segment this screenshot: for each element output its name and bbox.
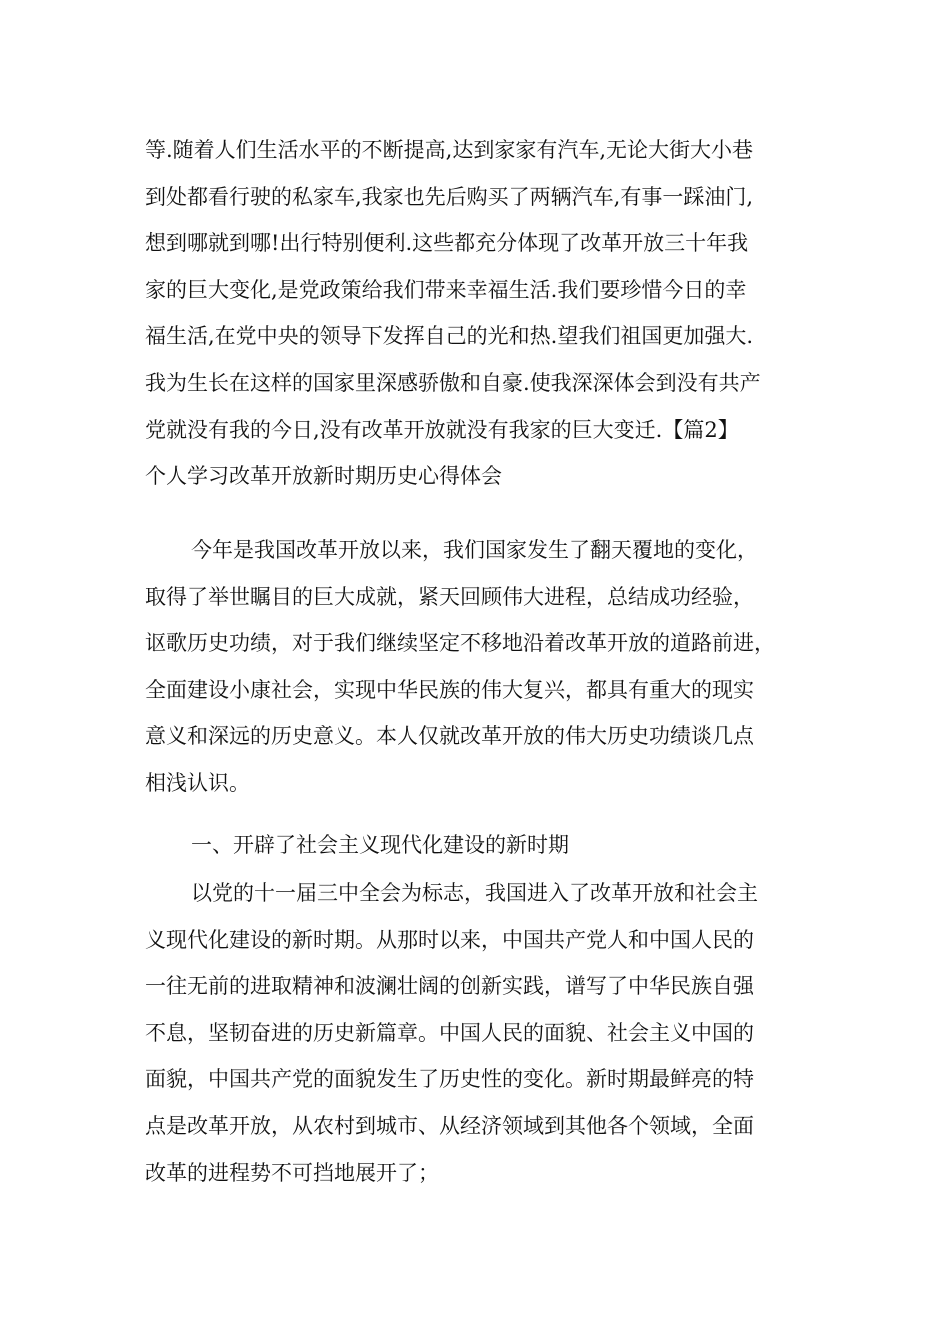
text-line: 讴歌历史功绩，对于我们继续坚定不移地沿着改革开放的道路前进， xyxy=(145,631,775,656)
text-line: 到处都看行驶的私家车,我家也先后购买了两辆汽车,有事一踩油门, xyxy=(145,184,754,209)
text-line: 我为生长在这样的国家里深感骄傲和自豪.使我深深体会到没有共产 xyxy=(145,370,761,395)
text-line: 全面建设小康社会，实现中华民族的伟大复兴，都具有重大的现实 xyxy=(145,677,754,702)
subheading-block xyxy=(145,822,835,869)
text-line: 党就没有我的今日,没有改革开放就没有我家的巨大变迁.【篇2】 xyxy=(145,417,739,442)
text-line: 取得了举世瞩目的巨大成就，紧天回顾伟大进程，总结成功经验， xyxy=(145,584,754,609)
text-line: 意义和深远的历史意义。本人仅就改革开放的伟大历史功绩谈几点 xyxy=(145,724,754,749)
text-line: 等.随着人们生活水平的不断提高,达到家家有汽车,无论大街大小巷 xyxy=(145,138,754,162)
text-line: 不息，坚韧奋进的历史新篇章。中国人民的面貌、社会主义中国的 xyxy=(145,1020,754,1045)
subheading: 一、开辟了社会主义现代化建设的新时期 xyxy=(191,833,569,857)
text-line: 改革的进程势不可挡地展开了； xyxy=(145,1160,439,1185)
paragraph-continued xyxy=(145,127,835,500)
section-title: 个人学习改革开放新时期历史心得体会 xyxy=(145,464,502,489)
text-line: 点是改革开放，从农村到城市、从经济领域到其他各个领域，全面 xyxy=(145,1113,754,1138)
text-line: 义现代化建设的新时期。从那时以来，中国共产党人和中国人民的 xyxy=(145,927,754,952)
text-line: 想到哪就到哪!出行特别便利.这些都充分体现了改革开放三十年我 xyxy=(145,231,749,256)
text-line: 以党的十一届三中全会为标志，我国进入了改革开放和社会主 xyxy=(191,881,758,905)
paragraph-body xyxy=(145,870,835,1196)
text-line: 面貌，中国共产党的面貌发生了历史性的变化。新时期最鲜亮的特 xyxy=(145,1067,754,1092)
text-line: 一往无前的进取精神和波澜壮阔的创新实践，谱写了中华民族自强 xyxy=(145,974,754,999)
text-line: 家的巨大变化,是党政策给我们带来幸福生活.我们要珍惜今日的幸 xyxy=(145,277,747,302)
text-line: 今年是我国改革开放以来，我们国家发生了翻天覆地的变化， xyxy=(191,538,758,562)
paragraph-intro xyxy=(145,527,835,807)
text-line: 福生活,在党中央的领导下发挥自己的光和热.望我们祖国更加强大. xyxy=(145,324,754,349)
text-line: 相浅认识。 xyxy=(145,770,250,795)
